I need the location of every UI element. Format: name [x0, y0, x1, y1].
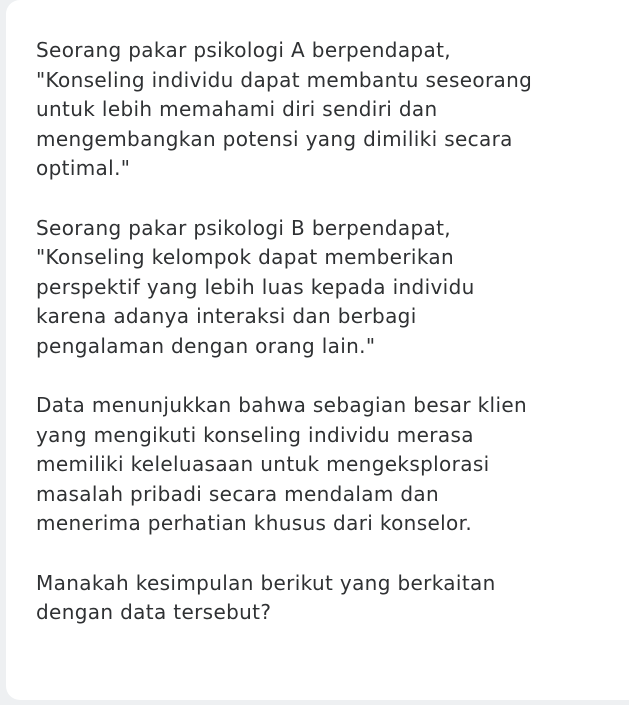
text-line: karena adanya interaksi dan berbagi — [36, 304, 417, 328]
text-line: "Konseling kelompok dapat memberikan — [36, 245, 455, 269]
text-line: "Konseling individu dapat membantu seseorang — [36, 67, 533, 92]
paragraph-expert-b — [36, 214, 628, 362]
text-line: yang mengikuti konseling individu merasa — [36, 422, 474, 447]
text-line: Seorang pakar psikologi B berpendapat, — [36, 215, 452, 240]
text-line: dengan data tersebut? — [36, 600, 272, 624]
paragraph-question — [36, 569, 628, 628]
text-line: Seorang pakar psikologi A berpendapat, — [36, 38, 451, 62]
text-line: untuk lebih memahami diri sendiri dan — [36, 97, 438, 121]
text-line: masalah pribadi secara mendalam dan — [36, 481, 440, 506]
text-line: mengembangkan potensi yang dimiliki secara — [36, 126, 513, 151]
text-line: optimal." — [36, 156, 131, 180]
text-line: perspektif yang lebih luas kepada individu — [36, 274, 475, 299]
text-line: pengalaman dengan orang lain." — [36, 333, 376, 358]
text-line: Data menunjukkan bahwa sebagian besar klien — [36, 393, 528, 417]
paragraph-expert-a — [36, 36, 628, 184]
question-card — [6, 0, 629, 700]
text-line: Manakah kesimpulan berikut yang berkaitan — [36, 570, 496, 595]
text-line: menerima perhatian khusus dari konselor. — [36, 511, 473, 535]
question-text — [36, 36, 628, 658]
paragraph-data — [36, 391, 628, 539]
text-line: memiliki keleluasaan untuk mengeksplorasi — [36, 452, 490, 476]
